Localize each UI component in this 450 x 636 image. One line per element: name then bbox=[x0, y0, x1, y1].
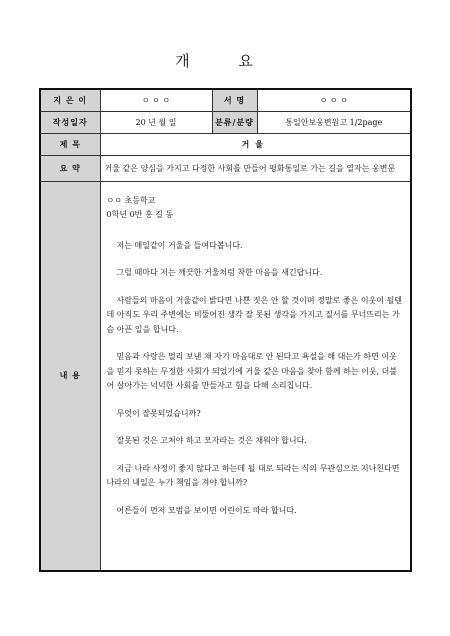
category-label: 분류/분량 bbox=[212, 111, 257, 133]
content-label: 내 용 bbox=[40, 181, 100, 571]
speech-paragraph: 무엇이 잘못되었습니까? bbox=[116, 408, 201, 418]
school-name: ㅇㅇ 초등학교 bbox=[106, 195, 156, 205]
writer-value: ㅇ ㅇ ㅇ bbox=[257, 89, 411, 111]
speech-paragraph: 잘못된 것은 고쳐야 하고 모자라는 것은 채워야 합니다. bbox=[116, 436, 307, 445]
speech-paragraph: 지금 나라 사정이 좋지 않다고 하는데 될 대로 되라는 식의 무관심으로 지나친다면 나라의 내일은 누가 책임을 져야 합니까? bbox=[106, 463, 400, 487]
speech-paragraph: 믿음과 사랑은 멀리 보낸 채 자기 마음대로 안 된다고 욕설을 해 대는가 하면 이웃을 믿지 못하는 무정한 사회가 되었기에 거울 같은 마음을 찾아 함께 하는 이웃, 더불어 살아가는 넉넉한 사회를 만들자고 힘을 다해 소리칩니다. bbox=[106, 352, 398, 390]
student-name: 0학년 0반 홍 길 동 bbox=[106, 210, 174, 219]
speech-paragraph: 그럴 때마다 저는 깨끗한 거울처럼 착한 마음을 새긴답니다. bbox=[116, 268, 323, 277]
document-title: 개 요 bbox=[175, 52, 275, 70]
writer-label: 서 명 bbox=[212, 89, 257, 111]
date-label: 작성일자 bbox=[40, 111, 100, 133]
subject-value: 거울 bbox=[100, 133, 411, 155]
summary-label: 요 약 bbox=[40, 155, 100, 181]
author-label: 지 은 이 bbox=[40, 89, 100, 111]
outline-form-table bbox=[39, 88, 412, 572]
date-value: 20 년 월 일 bbox=[100, 111, 212, 133]
author-value: ㅇ ㅇ ㅇ bbox=[100, 89, 212, 111]
subject-label: 제 목 bbox=[40, 133, 100, 155]
content-body bbox=[100, 181, 411, 571]
category-value: 통일안보웅변원고 1/2page bbox=[257, 111, 411, 133]
speech-paragraph: 저는 매일같이 거울을 들여다봅니다. bbox=[116, 240, 243, 250]
content-row bbox=[40, 181, 411, 571]
summary-row bbox=[40, 155, 411, 181]
speech-paragraph: 어른들이 먼저 모범을 보이면 어린이도 따라 합니다. bbox=[116, 505, 297, 515]
summary-value: 거울 같은 양심을 가지고 다정한 사회를 만들어 평화통일로 가는 길을 열자는 웅변문 bbox=[100, 155, 411, 181]
author-row bbox=[40, 89, 411, 111]
subject-row bbox=[40, 133, 411, 155]
date-row bbox=[40, 111, 411, 133]
speech-paragraph: 사람들의 마음이 거울같이 밝다면 나쁜 짓은 안 할 것이며 정말로 좋은 이웃이 될텐데 아직도 우리 주변에는 비뚤어진 생각 잘 못된 생각을 가지고 질서를 무너뜨리는 가슴 아픈 일을 합니다. bbox=[106, 295, 403, 334]
